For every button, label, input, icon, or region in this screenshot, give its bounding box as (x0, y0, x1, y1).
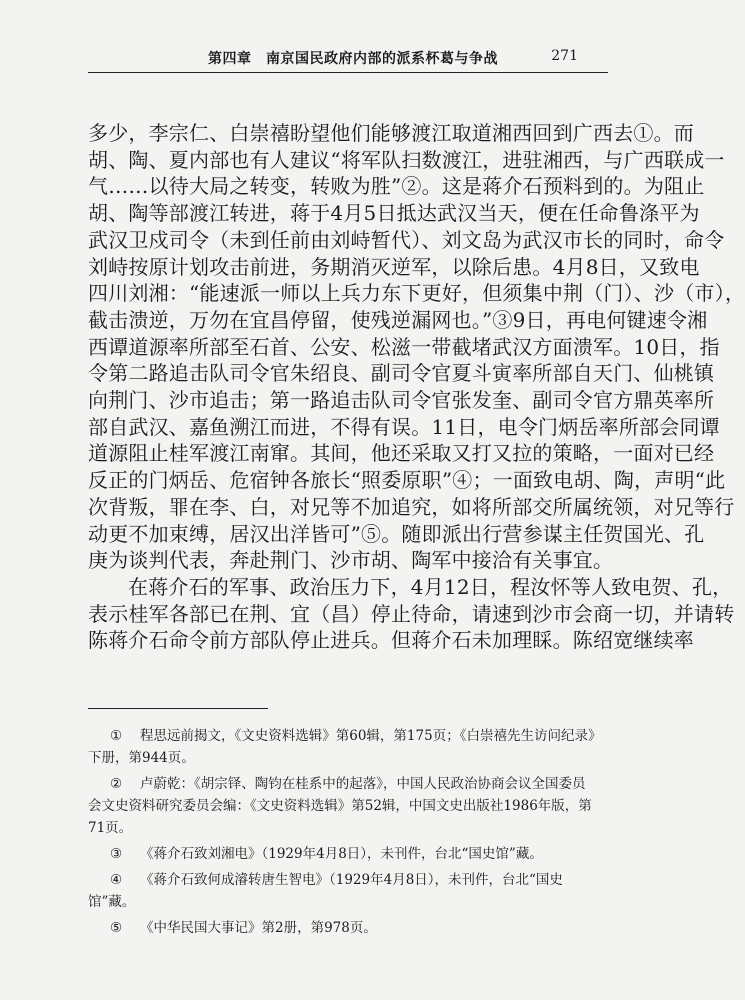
text-line: 庚为谈判代表，奔赴荆门、沙市胡、陶军中接洽有关事宜。 (88, 548, 614, 573)
text-line: 反正的门炳岳、危宿钟各旅长“照委原职”④；一面致电胡、陶，声明“此 (88, 468, 726, 493)
chapter-title: 第四章 南京国民政府内部的派系杯葛与争战 (208, 51, 498, 67)
text-line: 次背叛，罪在李、白，对兄等不加追究，如将所部交所属统领，对兄等行 (88, 494, 735, 519)
footnote-text: 会文史资料研究委员会编：《文史资料选辑》第52辑，中国文史出版社1986年版，第 (88, 798, 592, 814)
footnote (88, 843, 608, 865)
page-number: 271 (551, 48, 578, 64)
footnote-number: ③ (110, 846, 123, 862)
body-text (88, 120, 745, 654)
footnote-text: 71页。 (88, 820, 133, 836)
text-line: 截击溃逆，万勿在宜昌停留，使残逆漏网也。”③9日，再电何键速令湘 (88, 307, 708, 332)
header-rule (88, 72, 608, 73)
text-line: 道源阻止桂军渡江南窜。其间，他还采取又打又拉的策略，一面对已经 (88, 441, 715, 466)
text-line: 动更不加束缚，居汉出洋皆可”⑤。随即派出行营参谋主任贺国光、孔 (88, 521, 705, 546)
text-line: 多少，李宗仁、白崇禧盼望他们能够渡江取道湘西回到广西去①。而 (88, 121, 694, 145)
footnotes (88, 725, 608, 943)
text-line: 向荆门、沙市追击；第一路追击队司令官张发奎、副司令官方鼎英率所 (88, 388, 715, 413)
footnote (88, 773, 608, 839)
paragraph-2 (88, 574, 735, 654)
footnote-rule (88, 708, 268, 709)
text-line: 西谭道源率所部至石首、公安、松滋一带截堵武汉方面溃军。10日，指 (88, 334, 720, 359)
footnote-text: 《中华民国大事记》第2册，第978页。 (140, 920, 377, 936)
footnote-number: ② (110, 776, 123, 792)
footnote-text: 《蒋介石致刘湘电》（1929年4月8日），未刊件，台北“国史馆”藏。 (140, 846, 543, 862)
footnote (88, 725, 608, 769)
footnote-text: 馆”藏。 (88, 894, 136, 910)
text-line: 令第二路追击队司令官朱绍良、副司令官夏斗寅率所部自天门、仙桃镇 (88, 361, 715, 386)
footnote-text: 卢蔚乾：《胡宗铎、陶钧在桂系中的起落》，中国人民政治协商会议全国委员 (140, 776, 586, 792)
footnote-text: 《蒋介石致何成濬转唐生智电》（1929年4月8日），未刊件，台北“国史 (140, 872, 563, 888)
paragraph-1 (88, 120, 745, 574)
footnote-text: 程思远前揭文，《文史资料选辑》第60辑，第175页；《白崇禧先生访问纪录》 (140, 728, 602, 744)
footnote-number: ① (110, 728, 123, 744)
footnote-number: ⑤ (110, 920, 123, 936)
text-line: 在蒋介石的军事、政治压力下，4月12日，程汝怀等人致电贺、孔， (128, 574, 733, 599)
text-line: 胡、陶、夏内部也有人建议“将军队扫数渡江，进驻湘西，与广西联成一 (88, 147, 725, 172)
footnote (88, 869, 608, 913)
text-line: 部自武汉、嘉鱼溯江而进，不得有误。11日，电令门炳岳率所部会同谭 (88, 414, 720, 439)
footnote-text: 下册，第944页。 (88, 750, 195, 766)
running-header (88, 40, 608, 70)
text-line: 陈蒋介石命令前方部队停止进兵。但蒋介石未加理睬。陈绍宽继续率 (88, 628, 694, 653)
text-line: 表示桂军各部已在荆、宜（昌）停止待命，请速到沙市会商一切，并请转 (88, 601, 735, 626)
text-line: 四川刘湘：“能速派一师以上兵力东下更好，但须集中荆（门）、沙（市）， (88, 281, 745, 306)
text-line: 武汉卫戍司令（未到任前由刘峙暂代）、刘文岛为武汉市长的同时，命令 (88, 227, 725, 252)
footnote (88, 917, 608, 939)
footnote-number: ④ (110, 872, 123, 888)
text-line: 刘峙按原计划攻击前进，务期消灭逆军，以除后患。4月8日，又致电 (88, 254, 700, 279)
text-line: 胡、陶等部渡江转进，蒋于4月5日抵达武汉当天，便在任命鲁涤平为 (88, 201, 700, 226)
text-line: 气……以待大局之转变，转败为胜”②。这是蒋介石预料到的。为阻止 (88, 174, 705, 199)
